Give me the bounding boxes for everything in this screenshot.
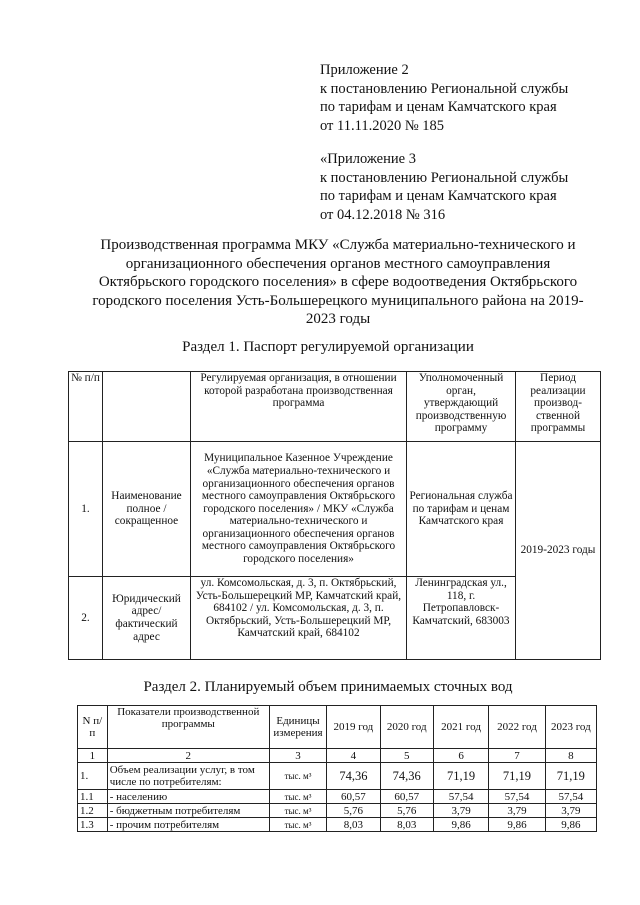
row-label: Юридический адрес/фактический адрес [103, 577, 191, 660]
row-num: 1.3 [78, 818, 108, 832]
row-indicator: Объем реализации услуг, в том числе по потребителям: [107, 763, 269, 790]
appendix-2-line-3: по тарифам и ценам Камчатского края [320, 99, 557, 115]
organization-address: ул. Комсомольская, д. 3, п. Октябрьский, Усть-Большерецкий МР, Камчатский край, 684102 / ул. Комсомольская, д. 3, п. Октябрьский, Усть-Большерецкий МР, Камчатский край, 684102 [191, 577, 407, 660]
appendix-2-line-1: Приложение 2 [320, 62, 409, 78]
row-value: 3,79 [433, 804, 488, 818]
header-authority: Уполномоченный орган, утверждающий производственную программу [407, 372, 516, 442]
section-1-title: Раздел 1. Паспорт регулируемой организации [182, 339, 474, 355]
program-title [78, 236, 598, 329]
row-value: 71,19 [489, 763, 545, 790]
column-number: 5 [380, 749, 433, 763]
row-num: 1.1 [78, 790, 108, 804]
header-indicator: Показатели производственной программы [107, 706, 269, 749]
program-period: 2019-2023 годы [516, 442, 601, 660]
row-indicator: - бюджетным потребителям [107, 804, 269, 818]
row-value: 9,86 [545, 818, 596, 832]
appendix-2-block [320, 61, 568, 135]
appendix-3-line-3: по тарифам и ценам Камчатского края [320, 188, 557, 204]
row-value: 60,57 [327, 790, 380, 804]
appendix-2-line-4: от 11.11.2020 № 185 [320, 117, 445, 134]
column-number: 2 [107, 749, 269, 763]
row-unit: тыс. м³ [269, 790, 326, 804]
program-title-line: Октябрьского городского поселения» в сфере водоотведения Октябрьского [98, 274, 578, 290]
row-num: 1. [69, 442, 103, 577]
table-row [78, 763, 597, 790]
passport-row-name [69, 442, 601, 577]
header-year: 2021 год [433, 706, 488, 749]
appendix-3-line-2: к постановлению Региональной службы [320, 169, 569, 186]
row-value: 5,76 [327, 804, 380, 818]
header-organization: Регулируемая организация, в отношении которой разработана производственная программа [191, 372, 407, 442]
row-value: 74,36 [327, 763, 380, 790]
authority-address: Ленинградская ул., 118, г. Петропавловск-Камчатский, 683003 [407, 577, 516, 660]
column-number: 3 [269, 749, 326, 763]
table-row [78, 790, 597, 804]
row-num: 2. [69, 577, 103, 660]
column-number: 4 [327, 749, 380, 763]
header-year: 2022 год [489, 706, 545, 749]
header-empty [103, 372, 191, 442]
row-value: 3,79 [545, 804, 596, 818]
row-value: 71,19 [545, 763, 596, 790]
program-title-line: организационного обеспечения органов местного самоуправления [125, 255, 551, 272]
row-value: 8,03 [327, 818, 380, 832]
row-value: 60,57 [380, 790, 433, 804]
header-unit: Единицы измерения [269, 706, 326, 749]
row-num: 1.2 [78, 804, 108, 818]
organization-name: Муниципальное Казенное Учреждение «Служба материально-технического и организационного обеспечения органов местного самоуправления Октябрьского городского поселения» / МКУ «Служба материально-технического и организационного обеспечения органов местного самоуправления Октябрьского городского поселения» [191, 442, 407, 577]
row-indicator: - населению [107, 790, 269, 804]
section-2-title: Раздел 2. Планируемый объем принимаемых сточных вод [143, 679, 513, 695]
table-row [78, 818, 597, 832]
row-value: 5,76 [380, 804, 433, 818]
table-row [78, 804, 597, 818]
program-title-line: городского поселения Усть-Большерецкого муниципального района на 2019- [92, 292, 584, 309]
row-value: 57,54 [489, 790, 545, 804]
row-unit: тыс. м³ [269, 818, 326, 832]
row-value: 9,86 [489, 818, 545, 832]
appendix-3-line-1: «Приложение 3 [320, 151, 416, 167]
row-value: 74,36 [380, 763, 433, 790]
appendix-2-line-2: к постановлению Региональной службы [320, 80, 569, 97]
row-unit: тыс. м³ [269, 804, 326, 818]
row-value: 57,54 [433, 790, 488, 804]
column-number: 7 [489, 749, 545, 763]
row-value: 3,79 [489, 804, 545, 818]
organization-passport-table [68, 371, 601, 660]
column-number: 8 [545, 749, 596, 763]
row-value: 71,19 [433, 763, 488, 790]
program-title-line: 2023 годы [305, 311, 371, 327]
volume-header-row [78, 706, 597, 749]
column-number-row [78, 749, 597, 763]
row-label: Наименование полное / сокращенное [103, 442, 191, 577]
wastewater-volume-table [77, 705, 597, 832]
row-unit: тыс. м³ [269, 763, 326, 790]
header-year: 2019 год [327, 706, 380, 749]
row-value: 9,86 [433, 818, 488, 832]
header-period: Период реализации производ-ственной программы [516, 372, 601, 442]
header-num: № п/п [69, 372, 103, 442]
row-value: 57,54 [545, 790, 596, 804]
row-num: 1. [78, 763, 108, 790]
authority-name: Региональная служба по тарифам и ценам Камчатского края [407, 442, 516, 577]
row-value: 8,03 [380, 818, 433, 832]
passport-header-row [69, 372, 601, 442]
appendix-3-line-4: от 04.12.2018 № 316 [320, 206, 446, 223]
column-number: 6 [433, 749, 488, 763]
appendix-3-block [320, 150, 568, 224]
header-year: 2023 год [545, 706, 596, 749]
column-number: 1 [78, 749, 108, 763]
header-num: N п/п [78, 706, 108, 749]
row-indicator: - прочим потребителям [107, 818, 269, 832]
program-title-line: Производственная программа МКУ «Служба материально-технического и [100, 237, 576, 253]
header-year: 2020 год [380, 706, 433, 749]
